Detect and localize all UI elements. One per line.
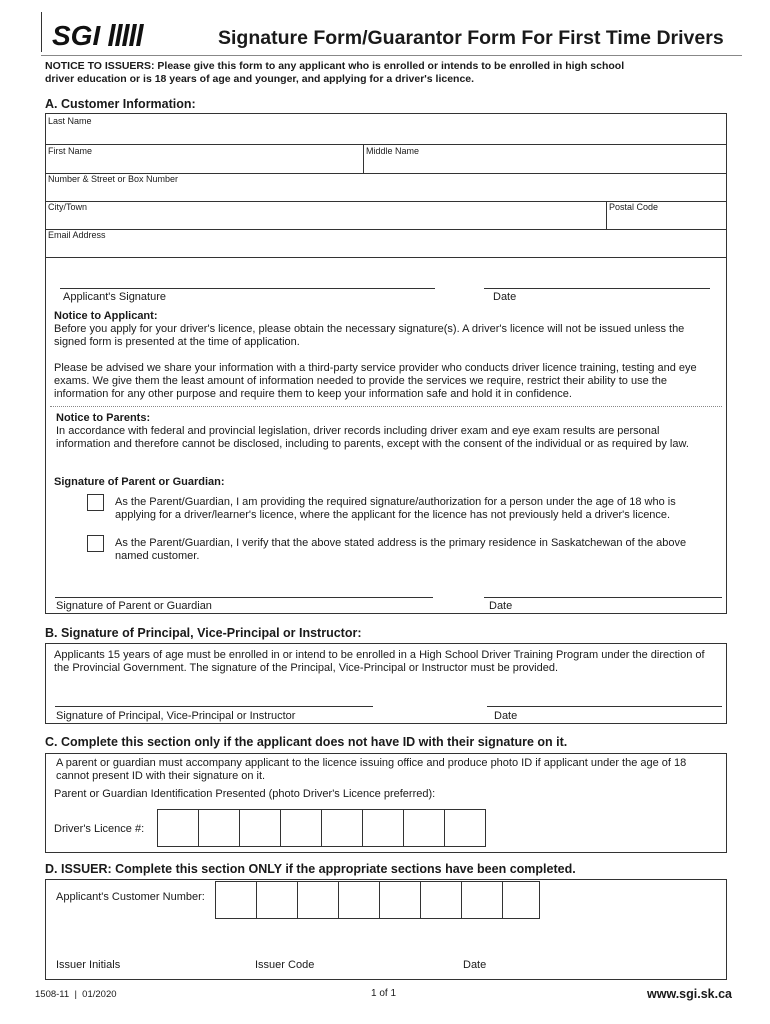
last-name-field[interactable]: Last Name [48, 116, 92, 126]
notice-parents-text: In accordance with federal and provincial legislation, driver records including driver exam and eye exam results are personal information and therefore cannot be disclosed, including to parents, except with the consent of the individual or as required by law. [56, 425, 689, 450]
parent-date-label: Date [489, 600, 513, 612]
licence-number-label: Driver's Licence #: [54, 823, 145, 835]
first-name-field[interactable]: First Name [48, 146, 93, 156]
section-c-text: A parent or guardian must accompany applicant to the licence issuing office and produce photo ID if applicant under the age of 18 cannot present ID with their signature on it. [56, 757, 687, 782]
form-title: Signature Form/Guarantor Form For First Time Drivers [218, 27, 724, 49]
section-b-heading: B. Signature of Principal, Vice-Principal or Instructor: [45, 626, 362, 640]
address-verify-checkbox[interactable] [87, 535, 104, 552]
checkbox-2-text: As the Parent/Guardian, I verify that the above stated address is the primary residence in Saskatchewan of the above named customer. [115, 537, 687, 562]
notice-parents-title: Notice to Parents: [56, 412, 151, 424]
checkbox-1-text: As the Parent/Guardian, I am providing the required signature/authorization for a person under the age of 18 who is applying for a driver/learner's licence, where the applicant for the licence has not previously held a driver's licence. [115, 496, 676, 521]
notice-applicant-text: Before you apply for your driver's licence, please obtain the necessary signature(s). A driver's licence will not be issued unless the signed form is presented at the time of application. [54, 323, 685, 348]
applicant-signature-label: Applicant's Signature [63, 291, 166, 303]
customer-info-box [45, 113, 727, 258]
parent-signature-label: Signature of Parent or Guardian [56, 600, 212, 612]
applicant-date-line[interactable] [484, 288, 710, 289]
city-field[interactable]: City/Town [48, 202, 88, 212]
applicant-signature-line[interactable] [60, 288, 435, 289]
section-c-heading: C. Complete this section only if the applicant does not have ID with their signature on it. [45, 735, 568, 749]
parent-sig-heading: Signature of Parent or Guardian: [54, 476, 225, 488]
applicant-date-label: Date [493, 291, 517, 303]
header-rule [41, 55, 742, 56]
principal-signature-label: Signature of Principal, Vice-Principal or Instructor [56, 710, 296, 722]
email-field[interactable]: Email Address [48, 230, 106, 240]
logo-text: SGI [52, 20, 101, 50]
principal-date-label: Date [494, 710, 518, 722]
issuer-code-label[interactable]: Issuer Code [255, 959, 315, 971]
postal-code-field[interactable]: Postal Code [609, 202, 659, 212]
section-a-heading: A. Customer Information: [45, 97, 196, 111]
page-number: 1 of 1 [371, 988, 397, 999]
notice-applicant-title: Notice to Applicant: [54, 310, 158, 322]
website-link[interactable]: www.sgi.sk.ca [647, 987, 732, 1001]
notice-parents-divider [50, 406, 722, 407]
header-left-rule [41, 12, 42, 52]
sgi-logo-icon [52, 20, 152, 50]
notice-issuers: NOTICE TO ISSUERS: Please give this form to any applicant who is enrolled or intends to be enrolled in high school driver education or is 18 years of age and younger, and applying for a driver's licence. [45, 60, 625, 85]
customer-number-label: Applicant's Customer Number: [56, 891, 205, 903]
issuer-initials-label[interactable]: Issuer Initials [56, 959, 121, 971]
info-share-text: Please be advised we share your information with a third-party service provider who conducts driver licence training, testing and eye exams. We give them the least amount of information needed to provide the services we require, restrict their ability to use the information for any other purpose and require them to keep your information safe and hold it in confidence. [54, 362, 697, 400]
section-d-heading: D. ISSUER: Complete this section ONLY if the appropriate sections have been completed. [45, 862, 576, 876]
parent-signature-line[interactable] [55, 597, 433, 598]
parent-date-line[interactable] [484, 597, 722, 598]
middle-name-field[interactable]: Middle Name [366, 146, 420, 156]
section-b-text: Applicants 15 years of age must be enrolled in or intend to be enrolled in a High School Driver Training Program under the direction of the Provincial Government. The signature of the Principal, Vice-Principal or Instructor must be provided. [54, 649, 705, 674]
form-code: 1508-11 | 01/2020 [35, 989, 117, 1000]
customer-number-input[interactable] [215, 881, 540, 919]
sgi-logo [52, 20, 152, 50]
principal-signature-line[interactable] [55, 706, 373, 707]
parent-authorization-checkbox[interactable] [87, 494, 104, 511]
street-field[interactable]: Number & Street or Box Number [48, 174, 179, 184]
principal-date-line[interactable] [487, 706, 722, 707]
licence-number-input[interactable] [157, 809, 486, 847]
issuer-date-label[interactable]: Date [463, 959, 487, 971]
id-presented-label: Parent or Guardian Identification Presented (photo Driver's Licence preferred): [54, 788, 436, 800]
